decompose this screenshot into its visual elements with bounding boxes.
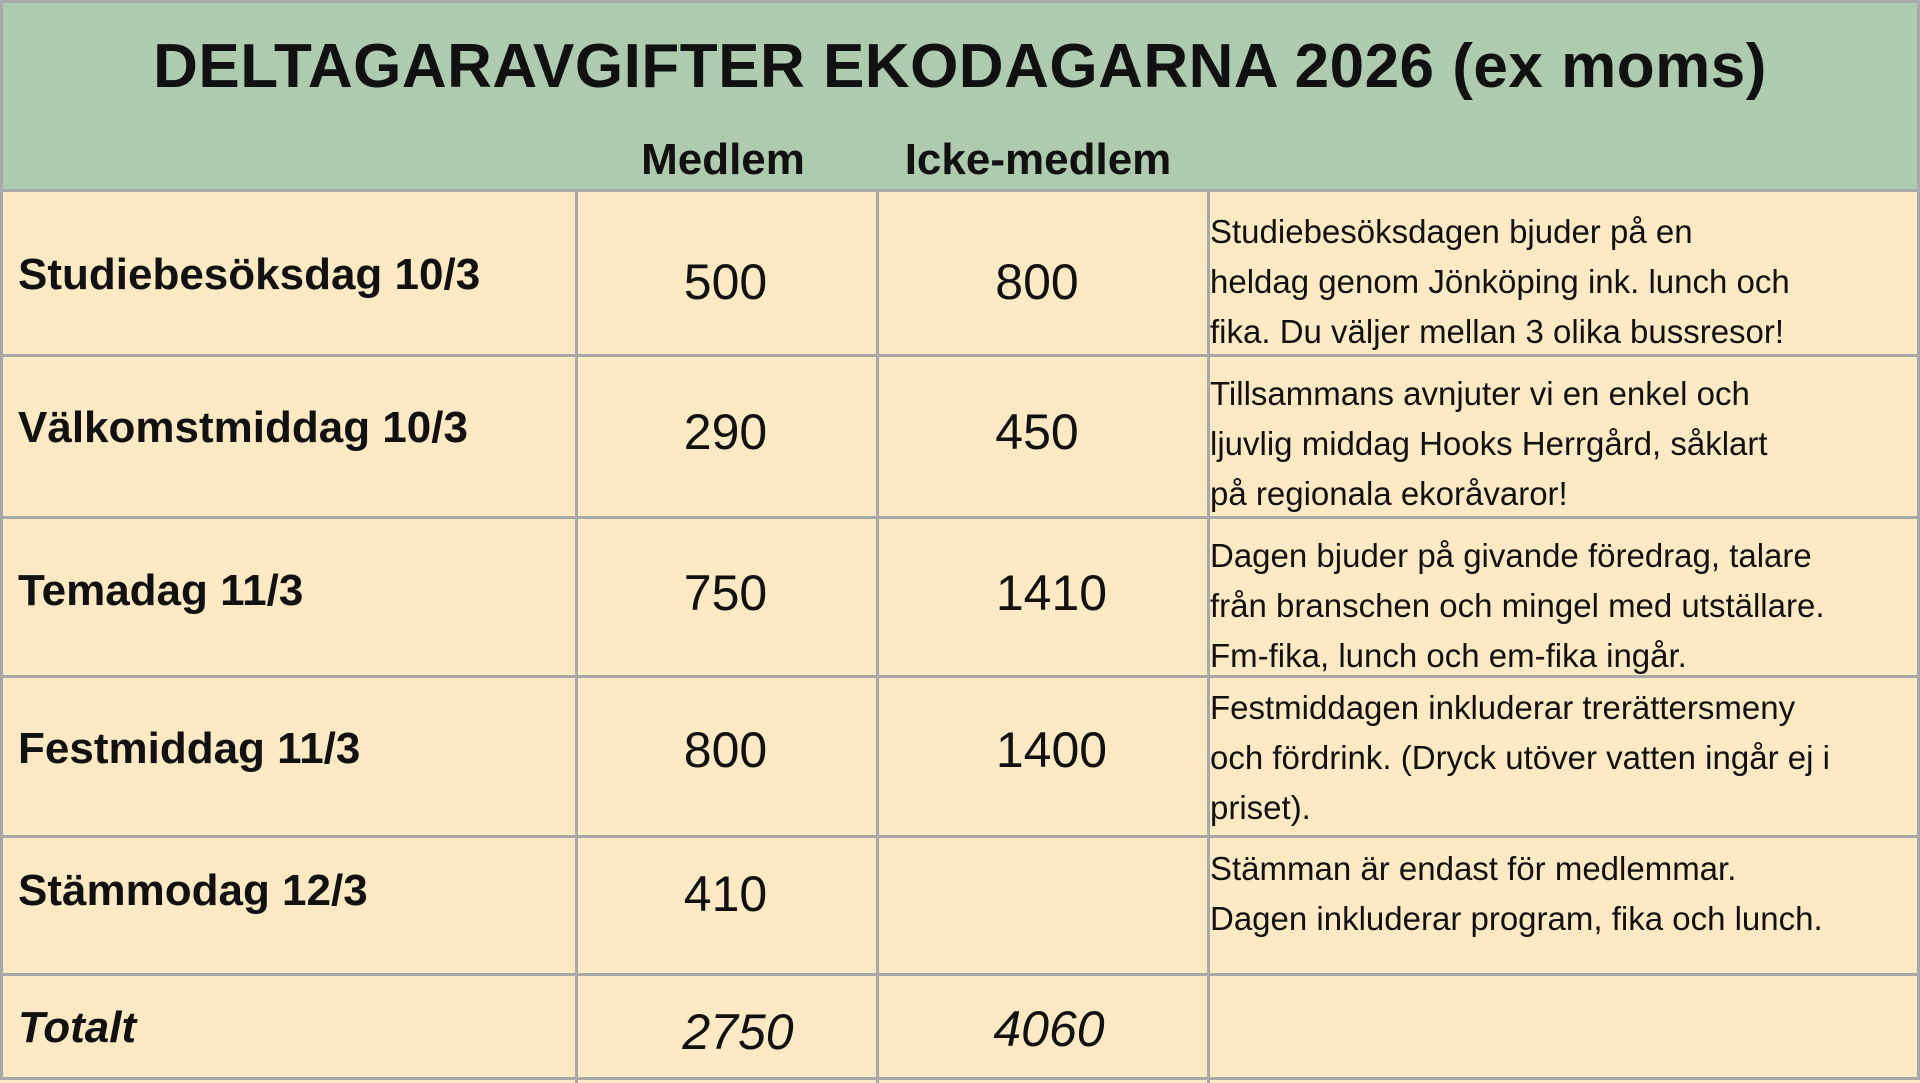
row-description: Dagen bjuder på givande föredrag, talare från branschen och mingel med utställare. Fm-fika, lunch och em-fika ingår.	[1210, 537, 1825, 674]
row-description: Stämman är endast för medlemmar. Dagen inkluderar program, fika och lunch.	[1210, 850, 1823, 937]
total-non-member: 4060	[993, 1001, 1105, 1057]
row-name: Studiebesöksdag 10/3	[18, 250, 481, 299]
grid-line	[575, 189, 578, 1083]
total-member: 2750	[682, 1004, 794, 1060]
member-price: 410	[683, 866, 768, 922]
total-label: Totalt	[18, 1003, 137, 1052]
column-header-member: Medlem	[641, 135, 805, 184]
row-description: Festmiddagen inkluderar trerättersmeny och fördrink. (Dryck utöver vatten ingår ej i priset).	[1210, 689, 1830, 826]
non-member-price: 1400	[995, 722, 1108, 778]
member-price: 750	[683, 565, 768, 621]
row-description: Tillsammans avnjuter vi en enkel och ljuvlig middag Hooks Herrgård, såklart på regionala ekoråvaror!	[1210, 375, 1768, 512]
member-price: 800	[683, 722, 768, 778]
grid-line	[3, 835, 1917, 838]
row-description: Studiebesöksdagen bjuder på en heldag genom Jönköping ink. lunch och fika. Du väljer mellan 3 olika bussresor!	[1210, 213, 1790, 350]
row-name: Stämmodag 12/3	[18, 866, 368, 915]
member-price: 500	[683, 254, 768, 310]
row-name: Välkomstmiddag 10/3	[18, 403, 468, 452]
non-member-price: 1410	[995, 565, 1108, 621]
non-member-price: 800	[995, 254, 1079, 310]
column-header-non-member: Icke-medlem	[904, 135, 1172, 184]
table-title: DELTAGARAVGIFTER EKODAGARNA 2026 (ex moms)	[153, 32, 1767, 101]
grid-line	[876, 189, 879, 1083]
member-price: 290	[683, 404, 768, 460]
table-header	[3, 3, 1917, 192]
grid-line	[3, 973, 1917, 976]
row-name: Temadag 11/3	[18, 566, 304, 615]
row-name: Festmiddag 11/3	[18, 724, 361, 773]
non-member-price: 450	[995, 404, 1079, 460]
